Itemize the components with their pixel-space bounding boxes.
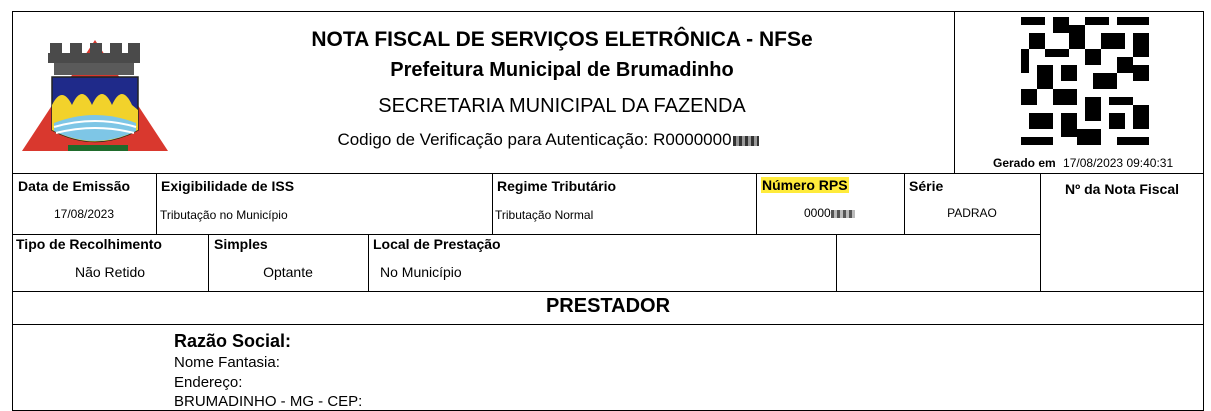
row1-divider-2 [492, 173, 493, 234]
row1-divider-3 [756, 173, 757, 234]
municipality-name: Prefeitura Municipal de Brumadinho [390, 59, 734, 81]
verification-code-line [0, 130, 1096, 150]
document-title: NOTA FISCAL DE SERVIÇOS ELETRÔNICA - NFSe [311, 28, 813, 51]
regime-value: Tributação Normal [495, 208, 594, 222]
row1-divider-4 [904, 173, 905, 234]
location-value: No Município [380, 264, 462, 280]
header-bottom-line [12, 173, 1204, 174]
trade-name-label: Nome Fantasia: [174, 354, 280, 371]
rps-value-line [804, 206, 855, 220]
series-label: Série [909, 178, 944, 194]
rps-value: 0000 [804, 206, 831, 220]
secretariat-name: SECRETARIA MUNICIPAL DA FAZENDA [378, 95, 746, 117]
row2-bottom-line [12, 291, 1204, 292]
location-label: Local de Prestação [373, 236, 501, 252]
redacted-code [733, 136, 759, 146]
series-value: PADRAO [947, 206, 997, 220]
rps-label: Número RPS [762, 177, 848, 193]
row2-divider-1 [208, 234, 209, 292]
row2-divider-3 [836, 234, 837, 292]
simples-value: Optante [263, 264, 313, 280]
row1-divider-1 [156, 173, 157, 234]
qr-code [1021, 17, 1149, 145]
iss-value: Tributação no Município [160, 208, 288, 222]
row2-divider-2 [368, 234, 369, 292]
verification-code-text: Codigo de Verificação para Autenticação: R0000000 [337, 130, 732, 149]
collection-value: Não Retido [74, 264, 146, 280]
collection-label: Tipo de Recolhimento [16, 236, 162, 252]
issue-date-label: Data de Emissão [18, 178, 131, 194]
address-label: Endereço: [174, 374, 243, 391]
generated-timestamp [993, 156, 1173, 170]
redacted-rps [831, 210, 855, 218]
regime-label: Regime Tributário [497, 178, 617, 194]
generated-value: 17/08/2023 09:40:31 [1063, 156, 1174, 170]
invoice-number-label: Nº da Nota Fiscal [1064, 181, 1180, 197]
simples-label: Simples [214, 236, 268, 252]
row1-bottom-line [12, 234, 1040, 235]
provider-title-bottom-line [12, 324, 1204, 325]
company-name-label: Razão Social: [174, 331, 292, 351]
issue-date-value: 17/08/2023 [53, 207, 115, 221]
generated-label: Gerado em [993, 156, 1056, 170]
provider-section-title: PRESTADOR [545, 295, 671, 317]
city-line: BRUMADINHO - MG - CEP: [174, 393, 363, 410]
iss-label: Exigibilidade de ISS [161, 178, 295, 194]
